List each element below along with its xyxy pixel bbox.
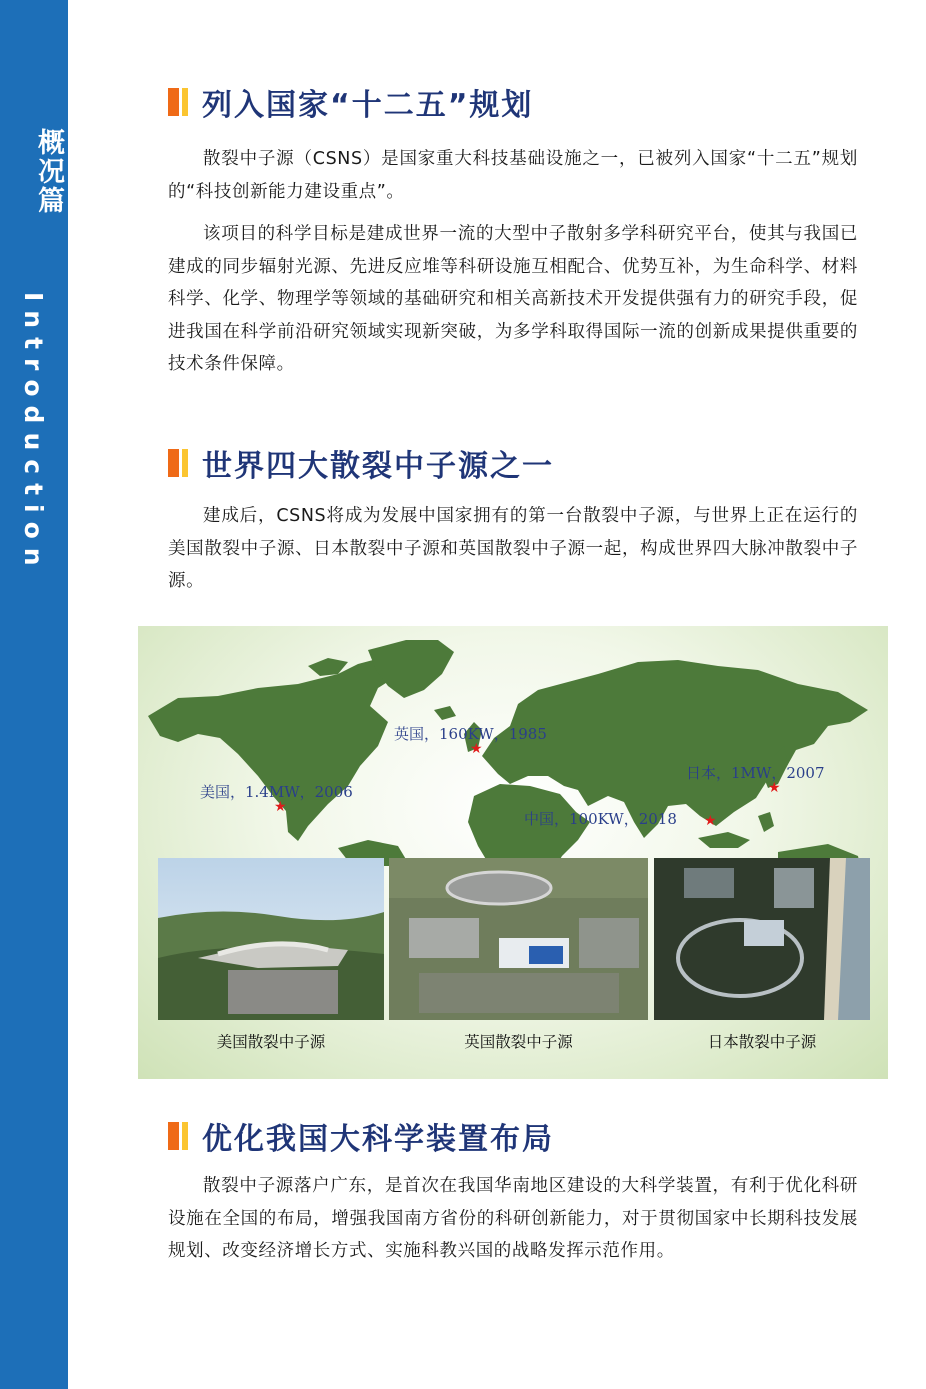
section-title: 世界四大散裂中子源之一: [202, 449, 554, 484]
map-label-uk: 英国，160KW，1985: [394, 725, 547, 743]
heading-marker-icon: [168, 1122, 188, 1150]
star-icon: ★: [470, 741, 483, 757]
world-map-panel: [138, 626, 888, 1079]
section-title: 优化我国大科学装置布局: [202, 1122, 554, 1157]
star-icon: ★: [274, 799, 287, 815]
map-label-us: 美国，1.4MW，2006: [200, 783, 353, 801]
photo-us-sns: [158, 858, 384, 1020]
star-icon: ★: [768, 780, 781, 796]
chapter-title-english: Introduction: [19, 292, 48, 575]
star-icon: ★: [704, 813, 717, 829]
section-heading-2: [168, 443, 554, 483]
paragraph: 散裂中子源（CSNS）是国家重大科技基础设施之一，已被列入国家“十二五”规划的“科技创新能力建设重点”。: [168, 149, 858, 202]
section-title: 列入国家“十二五”规划: [202, 88, 534, 123]
paragraph: 散裂中子源落户广东，是首次在我国华南地区建设的大科学装置，有利于优化科研设施在全国的布局，增强我国南方省份的科研创新能力，对于贯彻国家中长期科技发展规划、改变经济增长方式、实施科教兴国的战略发挥示范作用。: [168, 1176, 858, 1261]
section-heading-3: [168, 1116, 554, 1156]
chapter-title: 概况篇: [33, 128, 64, 215]
map-label-cn: 中国，100KW，2018: [524, 810, 677, 828]
photo-japan-jparc: [654, 858, 870, 1020]
heading-marker-icon: [168, 88, 188, 116]
photo-caption: 日本散裂中子源: [707, 1033, 817, 1051]
map-label-jp: 日本，1MW，2007: [686, 764, 825, 782]
world-map: [138, 626, 888, 866]
photo-uk-isis: [389, 858, 648, 1020]
sidebar: [0, 0, 68, 1389]
paragraph: 建成后，CSNS将成为发展中国家拥有的第一台散裂中子源，与世界上正在运行的美国散裂中子源、日本散裂中子源和英国散裂中子源一起，构成世界四大脉冲散裂中子源。: [168, 506, 858, 591]
photo-caption: 英国散裂中子源: [464, 1033, 573, 1051]
paragraph: 该项目的科学目标是建成世界一流的大型中子散射多学科研究平台，使其与我国已建成的同步辐射光源、先进反应堆等科研设施互相配合、优势互补，为生命科学、材料科学、化学、物理学等领域的基础研究和相关高新技术开发提供强有力的研究手段，促进我国在科学前沿研究领域实现新突破，为多学科取得国际一流的创新成果提供重要的技术条件保障。: [168, 224, 858, 374]
heading-marker-icon: [168, 449, 188, 477]
section-heading-1: [168, 82, 533, 122]
photo-caption: 美国散裂中子源: [216, 1033, 326, 1051]
